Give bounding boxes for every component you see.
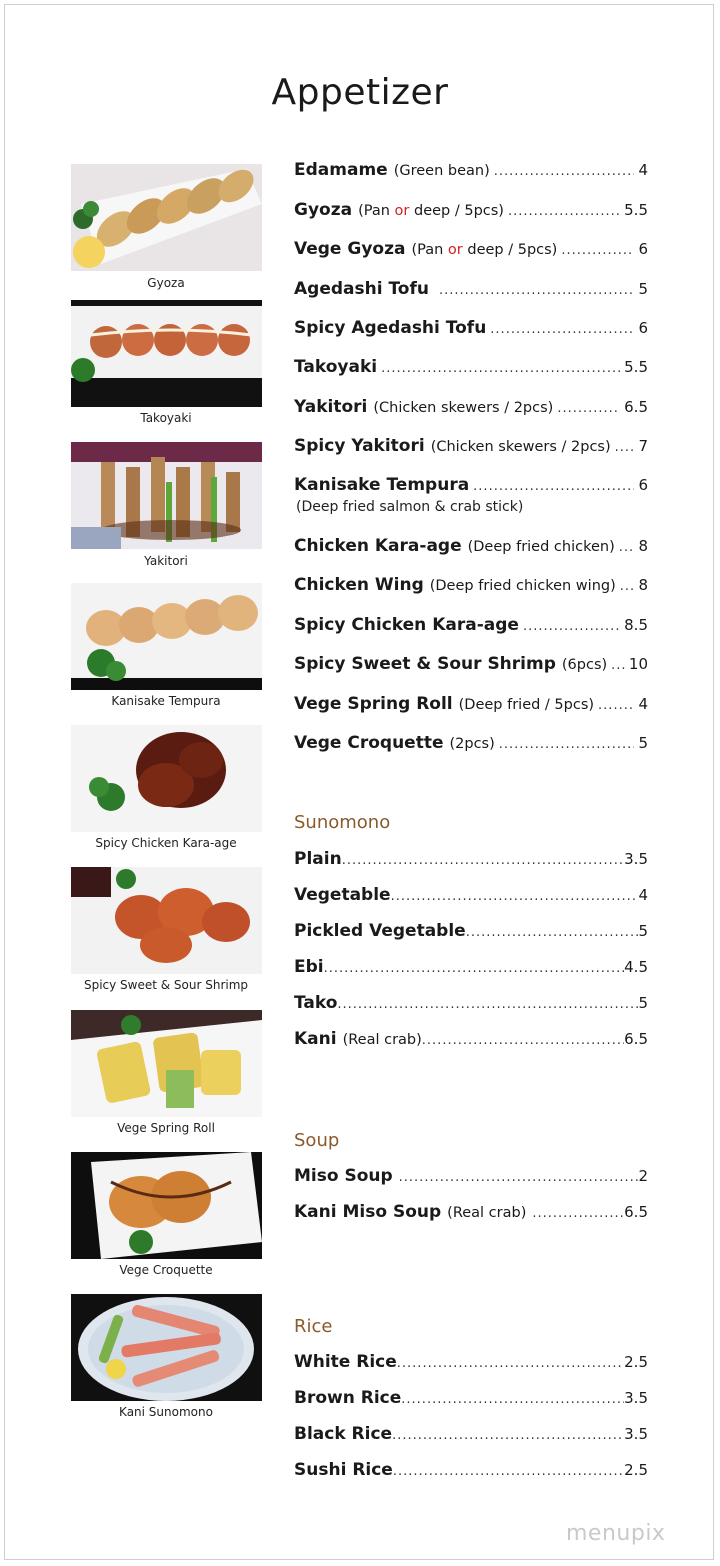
item-price: 8.5 [624,616,648,634]
menu-item-tako [294,993,648,1013]
leader-dots [337,997,638,1012]
item-name: Vegetable [294,885,391,905]
menu-item-sweet-sour-shrimp [294,654,648,674]
leader-dots [397,1356,624,1371]
item-desc: (Pan or deep / 5pcs) [358,203,504,219]
item-desc: (Chicken skewers / 2pcs) [373,400,554,416]
item-name: Plain [294,849,342,869]
leader-dots [494,164,635,179]
item-price: 8 [638,576,648,594]
item-price: 5 [638,734,648,752]
item-desc: (Pan or deep / 5pcs) [411,242,558,258]
item-price: 10 [628,655,648,673]
item-name: Spicy Chicken Kara-age [294,615,519,635]
item-price: 3.5 [624,850,648,868]
takoyaki-photo [71,300,262,407]
item-name: Ebi [294,957,324,977]
item-price: 8 [638,537,648,555]
menu-item-vege-spring-roll [294,694,648,714]
gyoza-caption: Gyoza [147,276,185,290]
menu-item-kani-miso-soup [294,1202,648,1222]
leader-dots [557,401,620,416]
menu-item-vege-croquette [294,733,648,753]
leader-dots [391,889,639,904]
item-price: 5 [638,280,648,298]
item-desc: (Real crab) [447,1205,527,1221]
menu-item-miso-soup [294,1166,648,1186]
leader-dots [598,698,634,713]
leader-dots [422,1033,624,1048]
item-price: 4 [638,161,648,179]
leader-dots [615,440,635,455]
menu-item-takoyaki [294,357,648,377]
section-heading-soup: Soup [294,1130,340,1151]
menu-item-vegetable [294,885,648,905]
section-heading-rice: Rice [294,1316,333,1337]
croquette-caption: Vege Croquette [119,1263,213,1277]
item-price: 6.5 [624,1030,648,1048]
menu-item-agedashi-tofu [294,279,648,299]
section-heading-sunomono: Sunomono [294,812,391,833]
yakitori-caption: Yakitori [144,554,188,568]
yakitori-photo [71,442,262,549]
leader-dots [439,283,634,298]
item-name: Gyoza [294,200,353,220]
page-title: Appetizer [271,72,449,113]
item-price: 2.5 [624,1461,648,1479]
kani-sunomono-caption: Kani Sunomono [119,1405,213,1419]
leader-dots [342,853,624,868]
item-price: 2 [638,1167,648,1185]
item-name: Vege Gyoza [294,239,406,259]
takoyaki-caption: Takoyaki [140,411,192,425]
menu-item-kani [294,1029,648,1049]
leader-dots [324,961,625,976]
menu-item-ebi [294,957,648,977]
leader-dots [619,540,635,555]
leader-dots [401,1392,624,1407]
leader-dots [393,1464,624,1479]
leader-dots [508,204,620,219]
menu-item-spicy-chicken-karaage [294,615,648,635]
item-price: 7 [638,437,648,455]
sweet-sour-shrimp-caption: Spicy Sweet & Sour Shrimp [83,978,249,992]
item-price: 6.5 [624,1203,648,1221]
menu-item-pickled-vegetable [294,921,648,941]
item-name: Spicy Yakitori [294,436,425,456]
spring-roll-caption: Vege Spring Roll [117,1121,215,1135]
item-desc: (2pcs) [449,736,495,752]
item-name: Spicy Agedashi Tofu [294,318,487,338]
menu-item-gyoza [294,200,648,220]
kanisake-tempura-subline: (Deep fried salmon & crab stick) [296,499,524,515]
leader-dots [399,1170,639,1185]
leader-dots [611,658,625,673]
leader-dots [561,243,634,258]
menu-item-white-rice [294,1352,648,1372]
menu-item-brown-rice [294,1388,648,1408]
item-desc: (6pcs) [561,657,608,673]
sweet-sour-shrimp-photo [71,867,262,974]
item-name: Pickled Vegetable [294,921,466,941]
item-price: 6 [638,240,648,258]
leader-dots [392,1428,624,1443]
item-name: Vege Croquette [294,733,444,753]
spring-roll-photo [71,1010,262,1117]
menu-item-spicy-agedashi-tofu [294,318,648,338]
item-name: Kani [294,1029,337,1049]
leader-dots [466,925,639,940]
spicy-chicken-karaage-photo [71,725,262,832]
item-name: Brown Rice [294,1388,402,1408]
item-price: 4.5 [624,958,648,976]
gyoza-photo [71,164,262,271]
leader-dots [499,737,635,752]
item-price: 5.5 [624,358,648,376]
menu-item-edamame [294,160,648,180]
leader-dots [620,579,635,594]
item-name: Spicy Sweet & Sour Shrimp [294,654,556,674]
item-desc: (Deep fried chicken) [467,539,615,555]
item-name: Chicken Wing [294,575,424,595]
item-desc: (Deep fried / 5pcs) [458,697,595,713]
item-name: Black Rice [294,1424,393,1444]
spicy-chicken-karaage-caption: Spicy Chicken Kara-age [95,836,237,850]
kanisake-tempura-photo [71,583,262,690]
menu-item-chicken-wing [294,575,648,595]
item-name: Tako [294,993,338,1013]
item-price: 6 [638,476,648,494]
item-price: 5 [638,922,648,940]
item-name: Chicken Kara-age [294,536,462,556]
item-price: 3.5 [624,1425,648,1443]
item-name: Kani Miso Soup [294,1202,442,1222]
croquette-photo [71,1152,262,1259]
menu-item-vege-gyoza [294,239,648,259]
item-name: Sushi Rice [294,1460,393,1480]
item-desc: (Deep fried chicken wing) [429,578,616,594]
item-price: 5 [638,994,648,1012]
leader-dots [473,479,634,494]
item-price: 4 [638,886,648,904]
menu-item-yakitori [294,397,648,417]
leader-dots [532,1206,624,1221]
item-name: Agedashi Tofu [294,279,429,299]
menu-item-kanisake-tempura [294,475,648,495]
menu-item-sushi-rice [294,1460,648,1480]
item-name: Vege Spring Roll [294,694,453,714]
item-price: 4 [638,695,648,713]
item-name: Miso Soup [294,1166,393,1186]
item-price: 5.5 [624,201,648,219]
item-name: Yakitori [294,397,368,417]
item-price: 3.5 [624,1389,648,1407]
item-desc: (Green bean) [393,163,490,179]
menu-item-chicken-karaage [294,536,648,556]
leader-dots [490,322,634,337]
item-desc: (Chicken skewers / 2pcs) [430,439,611,455]
item-name: Takoyaki [294,357,378,377]
menu-item-black-rice [294,1424,648,1444]
item-name: Edamame [294,160,388,180]
item-price: 2.5 [624,1353,648,1371]
leader-dots [381,361,620,376]
item-price: 6 [638,319,648,337]
leader-dots [523,619,620,634]
item-name: White Rice [294,1352,397,1372]
item-name: Kanisake Tempura [294,475,470,495]
kani-sunomono-photo [71,1294,262,1401]
menu-item-plain [294,849,648,869]
item-price: 6.5 [624,398,648,416]
menu-item-spicy-yakitori [294,436,648,456]
item-desc: (Real crab) [342,1032,422,1048]
watermark-logo: menupix [566,1521,666,1546]
kanisake-tempura-caption: Kanisake Tempura [111,694,221,708]
